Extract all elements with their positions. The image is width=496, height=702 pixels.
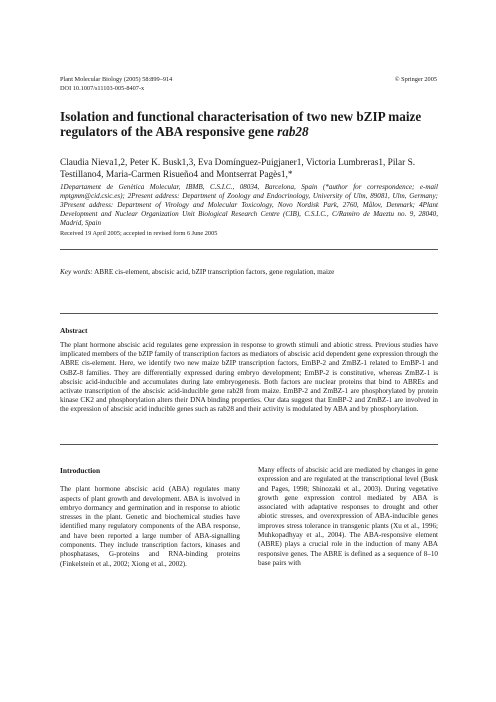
publisher-copyright: © Springer 2005 xyxy=(394,76,437,83)
affiliations: 1Departament de Genètica Molecular, IBMB, C.S.I.C., 08034, Barcelona, Spain (*author for correspondence; e-mail mptgmm@cid.csic.es); 2Present address: Department of Zoology and Endocrinology, University of Ulm, 89081, Ulm, Germany; 3Present address: Department of Virology and Molecular Toxicology, Novo Nordisk Park, 2760, Målov, Denmark; 4Plant Development and Nuclear Organization Unit Biological Research Centre (CIB), C.S.I.C., C/Ramiro de Maeztu no. 9, 28040, Madrid, Spain xyxy=(60,183,438,228)
doi: DOI 10.1007/s11103-005-8407-x xyxy=(60,84,145,92)
left-column xyxy=(60,466,240,569)
journal-header xyxy=(60,76,260,93)
keywords xyxy=(60,268,438,277)
journal-citation: Plant Molecular Biology (2005) 58:899–914 xyxy=(60,76,173,83)
introduction-paragraph-continued: Many effects of abscisic acid are mediated by changes in gene expression and are regulated at the transcriptional level (Busk and Pages, 1998; Shinozaki et al., 2003). During vegetative growth gene expression control mediated by ABA is associated with adaptative responses to drought and other abiotic stresses, and overexpression of ABA-inducible genes improves stress tolerance in transgenic plants (Xu et al., 1996; Muhkopadhyay et al., 2004). The ABA-responsive element (ABRE) plays a crucial role in the induction of many ABA responsive genes. The ABRE is defined as a sequence of 8–10 base pairs with xyxy=(258,466,438,567)
keywords-text: ABRE cis-element, abscisic acid, bZIP transcription factors, gene regulation, maize xyxy=(94,268,335,276)
paper-title xyxy=(60,109,440,140)
abstract-text: The plant hormone abscisic acid regulates gene expression in response to growth stimuli and abiotic stress. Previous studies have implicated members of the bZIP family of transcription factors as mediators of abscisic acid dependent gene expression through the ABRE cis-element. Here, we identify two new maize bZIP transcription factors, EmBP-2 and ZmBZ-1 related to EmBP-1 and OsBZ-8 families. They are differentially expressed during embryo development; EmBP-2 is constitutive, whereas ZmBZ-1 is abscisic acid-inducible and accumulates during late embryogenesis. Both factors are nuclear proteins that bind to ABREs and activate transcription of the abscisic acid-inducible gene rab28 from maize. EmBP-2 and ZmBZ-1 are phosphorylated by protein kinase CK2 and phosphorylation alters their DNA binding properties. Our data suggest that EmBP-2 and ZmBZ-1 are involved in the expression of abscisic acid inducible genes such as rab28 and their activity is modulated by ABA and by phosphorylation. xyxy=(60,341,438,414)
abstract-heading: Abstract xyxy=(60,326,88,335)
title-gene: rab28 xyxy=(277,124,309,140)
right-column xyxy=(258,466,438,568)
divider xyxy=(60,444,438,445)
keywords-label: Key words: xyxy=(60,268,93,276)
introduction-paragraph: The plant hormone abscisic acid (ABA) regulates many aspects of plant growth and development. ABA is involved in embryo dormancy and germination and in response to abiotic stresses in the plant. Genetic and biochemical studies have identified many regulatory components of the ABA response, and have been reported a large number of ABA-signalling components. They include transcription factors, kinases and phosphatases, G-proteins and RNA-binding proteins (Finkelstein et al., 2002; Xiong et al., 2002). xyxy=(60,485,240,568)
author-list: Claudia Nieva1,2, Peter K. Busk1,3, Eva Domínguez-Puigjaner1, Victoria Lumbreras1, Pilar S. Testillano4, Maria-Carmen Risueño4 and Montserrat Pagès1,* xyxy=(60,158,416,180)
received-dates: Received 19 April 2005; accepted in revised form 6 June 2005 xyxy=(60,230,218,237)
introduction-heading: Introduction xyxy=(60,466,101,475)
divider xyxy=(60,313,438,314)
divider xyxy=(60,249,438,250)
title-main: Isolation and functional characterisation of two new bZIP maize regulators of the ABA responsive gene xyxy=(60,109,422,140)
